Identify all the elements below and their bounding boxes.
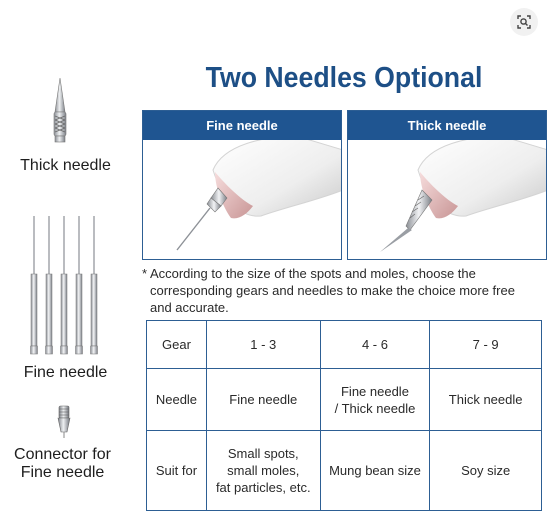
usage-note — [142, 265, 542, 316]
fine-needle-panel — [142, 110, 342, 260]
table-cell: Thick needle — [430, 369, 542, 431]
thick-needle-panel — [347, 110, 547, 260]
fine-needle-pen-image — [143, 140, 341, 259]
table-row — [147, 321, 542, 369]
fine-needle-label: Fine needle — [23, 364, 108, 381]
needle-types-column — [0, 0, 135, 525]
gear-needle-table — [146, 320, 542, 511]
table-cell: Soy size — [430, 431, 542, 511]
fine-needles-image — [24, 214, 100, 358]
table-cell: Fine needle — [206, 369, 320, 431]
usage-note-line1: * According to the size of the spots and moles, choose the — [142, 266, 476, 281]
thick-needle-panel-header: Thick needle — [348, 111, 546, 140]
thick-needle-label: Thick needle — [20, 157, 111, 174]
table-cell: Gear — [147, 321, 207, 369]
table-cell: 4 - 6 — [320, 321, 430, 369]
connector-label — [0, 446, 130, 482]
table-cell: 1 - 3 — [206, 321, 320, 369]
connector-image — [54, 404, 74, 440]
connector-label-line1: Connector for — [14, 446, 111, 463]
usage-note-line3: and accurate. — [150, 300, 229, 315]
fine-needle-panel-header: Fine needle — [143, 111, 341, 140]
table-cell: Needle — [147, 369, 207, 431]
thick-needle-pen-image — [348, 140, 546, 259]
table-cell: Fine needle / Thick needle — [320, 369, 430, 431]
table-cell: Suit for — [147, 431, 207, 511]
table-row — [147, 431, 542, 511]
page-title: Two Needles Optional — [205, 62, 483, 94]
table-row — [147, 369, 542, 431]
thick-needle-image — [48, 76, 72, 146]
table-cell: Small spots, small moles, fat particles, etc. — [206, 431, 320, 511]
table-cell: Mung bean size — [320, 431, 430, 511]
image-search-icon[interactable] — [510, 8, 538, 36]
table-cell: 7 - 9 — [430, 321, 542, 369]
usage-note-line2: corresponding gears and needles to make the choice more free — [150, 283, 515, 298]
connector-label-line2: Fine needle — [20, 464, 105, 481]
